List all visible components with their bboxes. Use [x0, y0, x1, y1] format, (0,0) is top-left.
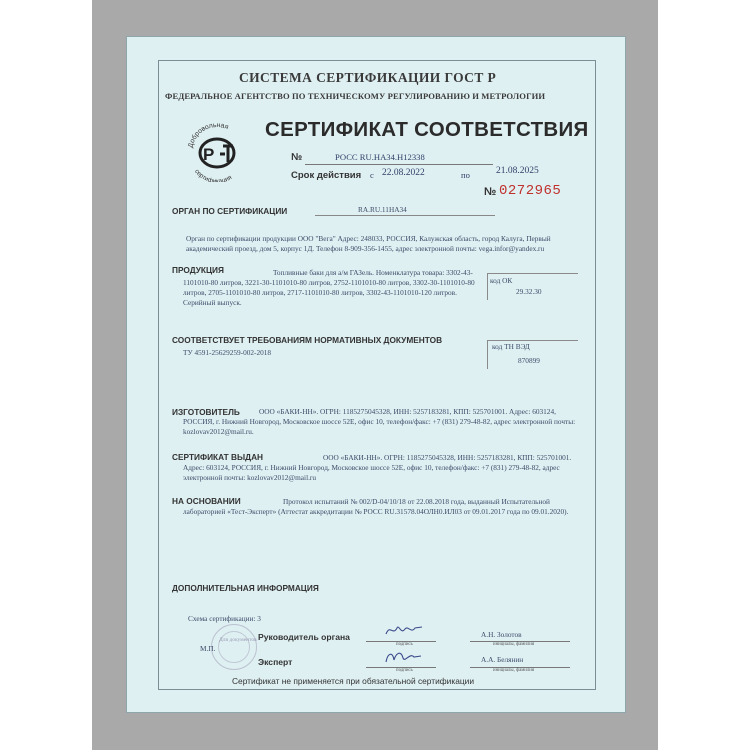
product-code-label: код ОК — [490, 276, 513, 285]
form-number: 0272965 — [499, 183, 562, 199]
validity-label: Срок действия — [291, 170, 362, 181]
head-label: Руководитель органа — [258, 632, 350, 642]
to-date: 21.08.2025 — [496, 166, 539, 176]
basis-text: Протокол испытаний № 002/D-04/10/18 от 22.08.2018 года, выданный Испытательной лабораторией «Тест-Эксперт» (Аттестат аккредитации № РОСС RU.31578.04ОЛН0.ИЛ03 от 09.01.2017 года по 09.01.2020). — [183, 497, 569, 516]
cert-body-text: Орган по сертификации продукции ООО "Вега" Адрес: 248033, РОССИЯ, Калужская область, город Калуга, Первый академический проезд, дом 5, корпус 1Д. Телефон 8-909-356-1455, адрес электронной почты: vega.infor@yandex.ru — [186, 234, 551, 253]
logo-top-text: Добровольная — [187, 121, 230, 149]
issued-to-label: СЕРТИФИКАТ ВЫДАН — [172, 452, 264, 462]
logo-bottom-text: сертификация — [193, 168, 234, 182]
form-number-label: № — [484, 186, 497, 198]
agency-title: ФЕДЕРАЛЬНОЕ АГЕНТСТВО ПО ТЕХНИЧЕСКОМУ РЕГУЛИРОВАНИЮ И МЕТРОЛОГИИ — [165, 91, 546, 101]
certificate-title: СЕРТИФИКАТ СООТВЕТСТВИЯ — [265, 118, 589, 141]
cert-body-code: RA.RU.11HA34 — [358, 205, 407, 214]
svg-text:сертификация — [193, 168, 233, 182]
gost-logo — [186, 118, 248, 182]
manufacturer-text: ООО «БАКИ-НН». ОГРН: 1185275045328, ИНН: 5257183281, КПП: 525701001. Адрес: 603124, РОССИЯ, г. Нижний Новгород, Московское шоссе 52Е, офис 10, телефон/факс: +7 (831) 279-48-82, адрес электронной почты: kozlovav2012@mail.ru. — [183, 407, 576, 436]
registration-number: РОСС RU.HA34.H12338 — [335, 152, 425, 162]
footer-note: Сертификат не применяется при обязательной сертификации — [232, 676, 475, 686]
from-date: 22.08.2022 — [382, 168, 425, 178]
head-name-caption: инициалы, фамилия — [493, 642, 535, 647]
mp-label: М.П. — [200, 644, 216, 653]
conformity-code-value: 870899 — [518, 356, 540, 365]
conformity-label: СООТВЕТСТВУЕТ ТРЕБОВАНИЯМ НОРМАТИВНЫХ ДОКУМЕНТОВ — [172, 335, 443, 345]
to-label: по — [461, 170, 470, 180]
product-code-value: 29.32.30 — [516, 287, 542, 296]
expert-name-caption: инициалы, фамилия — [493, 668, 535, 673]
issued-to-text: ООО «БАКИ-НН». ОГРН: 1185275045328, ИНН: 5257183281, КПП: 525701001. Адрес: 603124, РОССИЯ, г. Нижний Новгород, Московское шоссе 52Е, офис 10, телефон/факс: +7 (831) 279-48-82, адрес электронной почты: kozlovav2012@mail.ru — [183, 453, 572, 482]
head-sign-caption: подпись — [396, 642, 413, 647]
cert-body-label: ОРГАН ПО СЕРТИФИКАЦИИ — [172, 206, 288, 216]
number-label: № — [291, 152, 303, 163]
conformity-text: ТУ 4591-25629259-002-2018 — [183, 348, 272, 357]
stamp-inner — [218, 631, 250, 663]
manufacturer-label: ИЗГОТОВИТЕЛЬ — [172, 407, 240, 417]
head-signature — [384, 622, 424, 643]
stamp-text: Для документов — [219, 637, 257, 643]
scheme-text: Схема сертификации: 3 — [188, 614, 261, 623]
from-label: с — [370, 170, 374, 180]
expert-name: А.А. Белянин — [481, 655, 524, 664]
svg-text:P: P — [203, 145, 215, 164]
head-name: А.Н. Золотов — [481, 630, 522, 639]
conformity-code-label: код ТН ВЭД — [492, 342, 530, 351]
additional-label: ДОПОЛНИТЕЛЬНАЯ ИНФОРМАЦИЯ — [172, 583, 319, 593]
system-title: СИСТЕМА СЕРТИФИКАЦИИ ГОСТ Р — [239, 70, 497, 85]
product-text: Топливные баки для а/м ГАЗель. Номенклатура товара: 3302-43-1101010-80 литров, 3221-30-1101010-80 литров, 2752-1101010-80 литров, 3302-30-1101010-80 литров, 2705-1101010-80 литров, 2717-1101010-80 литров, 3302-43-1101010-120 литров. Серийный выпуск. — [183, 268, 475, 307]
expert-sign-caption: подпись — [396, 668, 413, 673]
basis-label: НА ОСНОВАНИИ — [172, 496, 241, 506]
expert-label: Эксперт — [258, 657, 293, 667]
product-label: ПРОДУКЦИЯ — [172, 265, 224, 275]
